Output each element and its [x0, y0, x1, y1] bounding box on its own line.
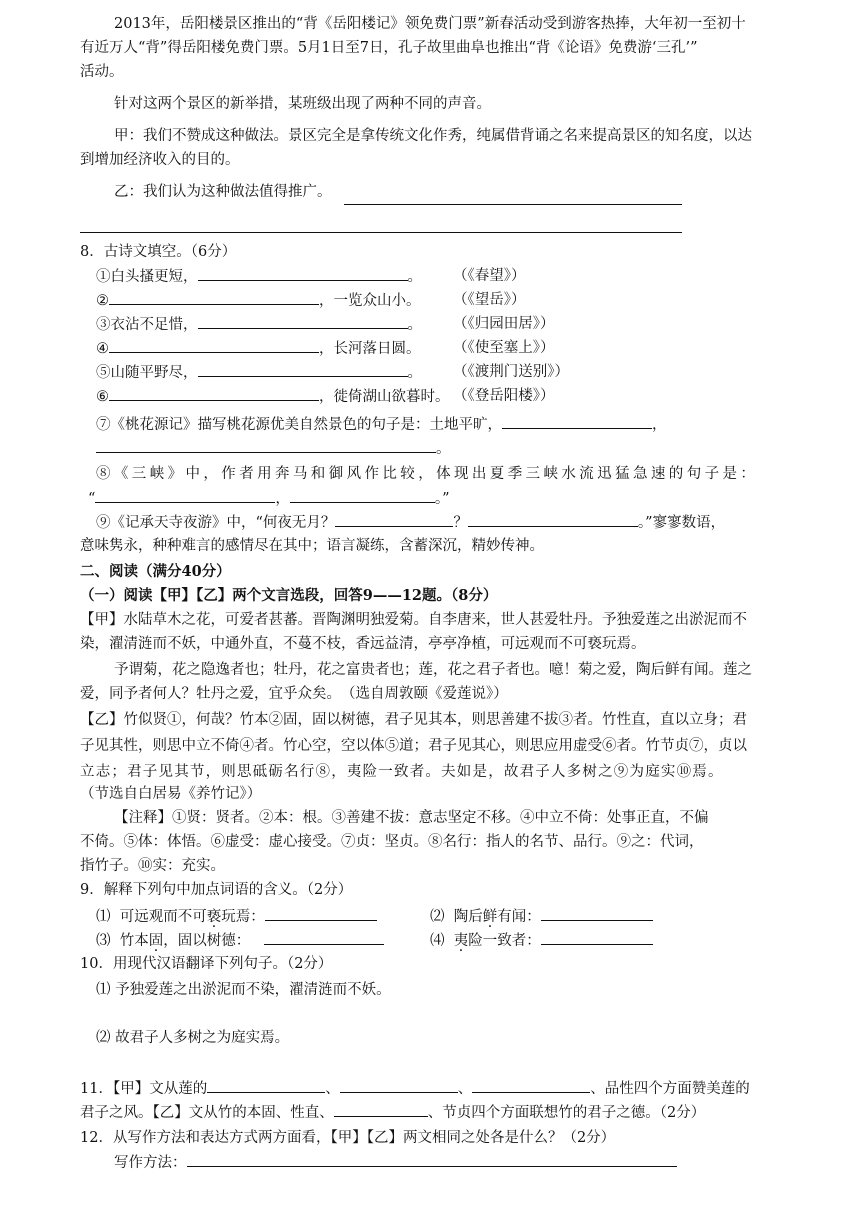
answer-blank[interactable]	[541, 906, 653, 921]
q10-b: ⑵ 故君子人多树之为庭实焉。	[96, 1030, 290, 1046]
answer-blank[interactable]	[541, 930, 653, 945]
answer-blank[interactable]	[264, 930, 384, 945]
notes-line2: 不倚。⑤体：体悟。⑥虚受：虚心接受。⑦贞：坚贞。⑧名行：指人的名节、品行。⑨之：代词，	[80, 834, 704, 850]
yi-line3: 立志；君子见其节，则思砥砺名行⑧，夷险一致者。夫如是，故君子人多树之⑨为庭实⑩焉。	[80, 764, 724, 780]
passage-p1-line2: 有近万人“背”得岳阳楼免费门票。5月1日至7日，孔子故里曲阜也推出“背《论语》免费游‘三孔’”	[80, 40, 698, 56]
q8-item1-source: （《春望》）	[453, 268, 526, 284]
jia-line1: 【甲】水陆草木之花，可爱者甚蕃。晋陶渊明独爱菊。自李唐来，世人甚爱牡丹。予独爱莲之出淤泥而不	[80, 612, 747, 628]
q8-item2-source: （《望岳》）	[453, 292, 526, 308]
q8-item7-line2: 。	[96, 438, 451, 459]
answer-blank[interactable]	[109, 290, 319, 305]
q8-item6: ⑥ ，徙倚湖山欲暮时。	[96, 386, 450, 407]
yi-line2: 子见其性，则思中立不倚④者。竹心空，空以体⑤道；君子见其心，则思应用虚受⑥者。竹节贞⑦，贞以	[80, 738, 747, 754]
q8-item9: ⑨《记承天寺夜游》中，“何夜无月？ ？ 。”寥寥数语，	[96, 512, 725, 533]
passage-p1-line3: 活动。	[80, 64, 124, 80]
passage-p1-line1: 2013年，岳阳楼景区推出的“背《岳阳楼记》领免费门票”新春活动受到游客热捧，大年初一至初十	[114, 16, 746, 32]
answer-blank[interactable]	[290, 488, 435, 503]
q11-line1: 11．【甲】文从莲的 、 、 、品性四个方面赞美莲的	[80, 1078, 750, 1099]
jia-line4: 爱，同予者何人？牡丹之爱，宜乎众矣。 （选自周敦颐《爱莲说》）	[80, 686, 508, 702]
answer-blank[interactable]	[334, 1102, 428, 1117]
answer-blank[interactable]	[472, 1078, 590, 1093]
q8-item8: ⑧《三峡》中，作者用奔马和御风作比较，体现出夏季三峡水流迅猛急速的句子是：	[96, 466, 759, 482]
q8-item7: ⑦《桃花源记》描写桃花源优美自然景色的句子是：土地平旷， ，	[96, 414, 667, 435]
passage-p3-line2: 到增加经济收入的目的。	[80, 152, 240, 168]
answer-blank[interactable]	[198, 266, 408, 281]
answer-blank[interactable]	[468, 512, 638, 527]
answer-blank[interactable]	[109, 338, 319, 353]
answer-blank[interactable]	[340, 1078, 458, 1093]
q9-c: ⑶ 竹本固，固以树德：	[96, 930, 384, 951]
q8-item5: ⑤山随平野尽， 。	[96, 362, 422, 383]
q8-item4: ④ ，长河落日圆。	[96, 338, 421, 359]
q8-item3-source: （《归园田居》）	[453, 316, 555, 332]
yi-line4: （节选自白居易《养竹记》）	[80, 786, 262, 802]
passage-p2: 针对这两个景区的新举措，某班级出现了两种不同的声音。	[114, 96, 491, 112]
answer-blank[interactable]	[335, 512, 453, 527]
section2-title: 二、阅读（满分40分）	[80, 563, 231, 580]
section2-sub1: （一）阅读【甲】【乙】两个文言选段，回答9——12题。（8分）	[80, 587, 498, 604]
q12-title: 12．从写作方法和表达方式两方面看，【甲】【乙】两文相同之处各是什么？（2分）	[80, 1130, 616, 1146]
q9-a: ⑴ 可远观而不可亵玩焉：	[96, 906, 377, 927]
q9-d: ⑷ 夷险一致者：	[430, 930, 653, 951]
answer-blank[interactable]	[502, 414, 652, 429]
passage-p3-line1: 甲：我们不赞成这种做法。景区完全是拿传统文化作秀，纯属借背诵之名来提高景区的知名度，以达	[114, 128, 752, 144]
q8-item9-line2: 意味隽永，种种难言的感情尽在其中；语言凝练，含蓄深沉，精妙传神。	[80, 538, 544, 554]
answer-blank[interactable]	[198, 314, 408, 329]
yi-line1: 【乙】竹似贤①，何哉？竹本②固，固以树德，君子见其本，则思善建不拔③者。竹性直，直以立身；君	[80, 712, 747, 728]
q8-item8-line2: “ ， 。”	[88, 488, 450, 509]
answer-blank[interactable]	[265, 906, 377, 921]
q9-b: ⑵ 陶后鲜有闻：	[430, 906, 653, 927]
answer-blank[interactable]	[96, 438, 436, 453]
q8-item1: ①白头搔更短， 。	[96, 266, 422, 287]
answer-blank[interactable]	[109, 386, 319, 401]
answer-line[interactable]	[80, 232, 682, 233]
q12-method: 写作方法：	[114, 1152, 677, 1173]
q10-a: ⑴ 予独爱莲之出淤泥而不染，濯清涟而不妖。	[96, 982, 391, 998]
answer-blank[interactable]	[95, 488, 275, 503]
jia-line3: 予谓菊，花之隐逸者也；牡丹，花之富贵者也；莲，花之君子者也。噫！菊之爱，陶后鲜有闻。莲之	[114, 662, 752, 678]
q10-title: 10．用现代汉语翻译下列句子。（2分）	[80, 956, 333, 972]
answer-blank[interactable]	[207, 1078, 325, 1093]
answer-blank[interactable]	[187, 1152, 677, 1167]
q8-item3: ③衣沾不足惜， 。	[96, 314, 422, 335]
q8-title: 8．古诗文填空。（6分）	[80, 244, 237, 260]
q8-item4-source: （《使至塞上》）	[453, 340, 555, 356]
q8-item2: ② ，一览众山小。	[96, 290, 421, 311]
jia-line2: 染，濯清涟而不妖，中通外直，不蔓不枝，香远益清，亭亭净植，可远观而不可亵玩焉。	[80, 636, 646, 652]
passage-p4: 乙：我们认为这种做法值得推广。	[114, 184, 332, 200]
q8-item6-source: （《登岳阳楼》）	[453, 388, 555, 404]
q8-item5-source: （《渡荆门送别》）	[453, 364, 569, 380]
q11-line2: 君子之风。【乙】文从竹的本固、性直、 、节贞四个方面联想竹的君子之德。（2分）	[80, 1102, 705, 1123]
answer-blank[interactable]	[198, 362, 408, 377]
notes-line3: 指竹子。⑩实：充实。	[80, 858, 225, 874]
notes-line1: 【注释】①贤：贤者。②本：根。③善建不拔：意志坚定不移。④中立不倚：处事正直，不偏	[114, 810, 709, 826]
answer-line[interactable]	[344, 204, 682, 205]
q9-title: 9．解释下列句中加点词语的含义。（2分）	[80, 882, 353, 898]
